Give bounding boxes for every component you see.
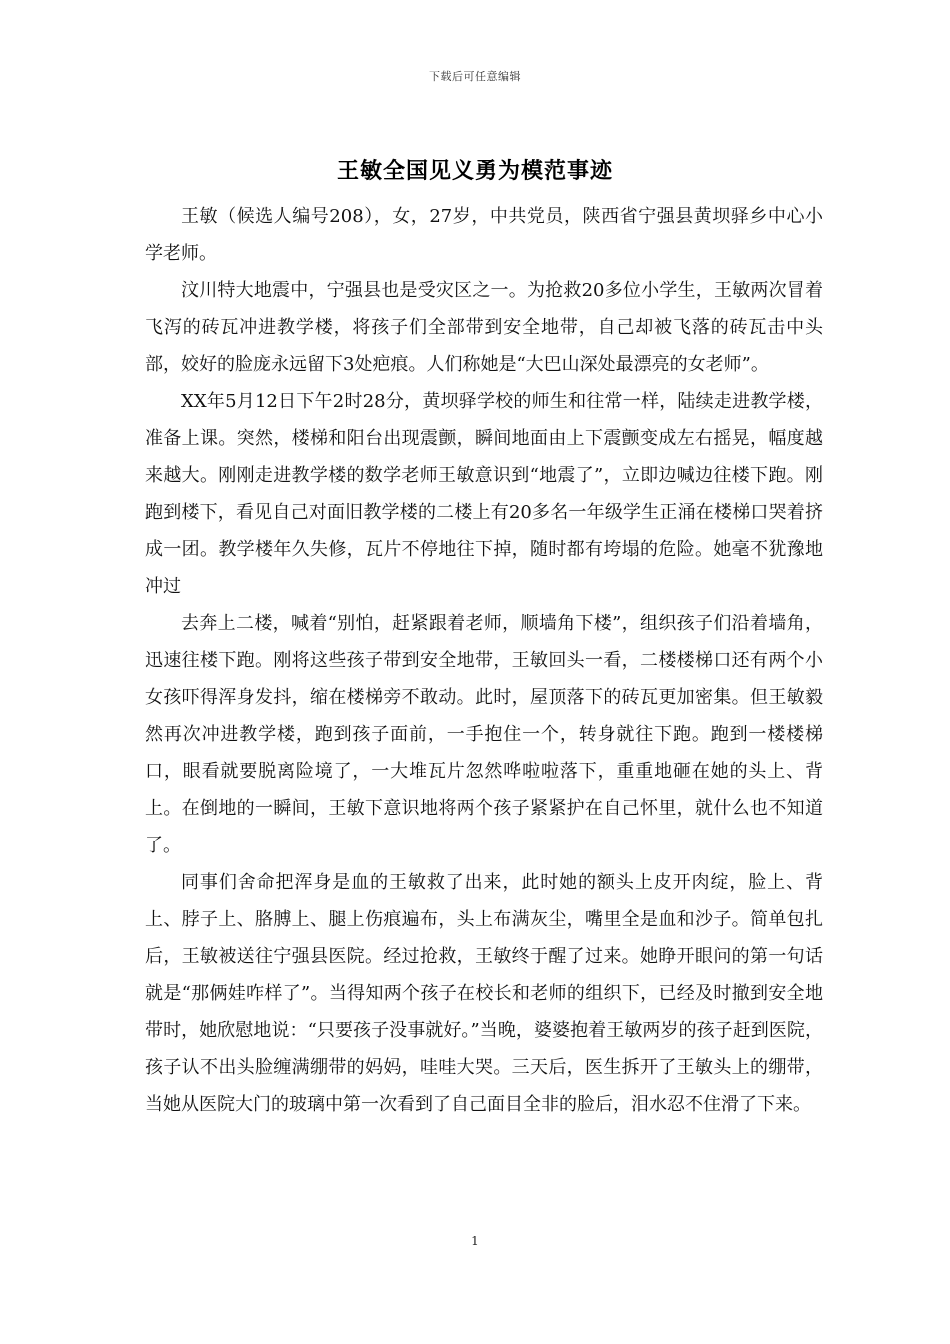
paragraph-earthquake-summary: 汶川特大地震中，宁强县也是受灾区之一。为抢救20多位小学生，王敏两次冒着飞泻的砖瓦冲进教学楼，将孩子们全部带到安全地带，自己却被飞落的砖瓦击中头部，姣好的脸庞永远留下3处疤痕。人们称她是“大巴山深处最漂亮的女老师”。 bbox=[145, 280, 823, 375]
paragraph-rescue: 去奔上二楼，喊着“别怕，赶紧跟着老师，顺墙角下楼”，组织孩子们沿着墙角，迅速往楼下跑。刚将这些孩子带到安全地带，王敏回头一看，二楼楼梯口还有两个小女孩吓得浑身发抖，缩在楼梯旁不敢动。此时，屋顶落下的砖瓦更加密集。但王敏毅然再次冲进教学楼，跑到孩子面前，一手抱住一个，转身就往下跑。跑到一楼楼梯口，眼看就要脱离险境了，一大堆瓦片忽然哗啦啦落下，重重地砸在她的头上、背上。在倒地的一瞬间，王敏下意识地将两个孩子紧紧护在自己怀里，就什么也不知道了。 bbox=[145, 613, 823, 856]
document-body bbox=[145, 198, 823, 1123]
paragraph-intro: 王敏（候选人编号208），女，27岁，中共党员，陕西省宁强县黄坝驿乡中心小学老师。 bbox=[145, 206, 823, 264]
page-number: 1 bbox=[471, 1234, 479, 1248]
paragraph-earthquake-onset: XX年5月12日下午2时28分，黄坝驿学校的师生和往常一样，陆续走进教学楼，准备上课。突然，楼梯和阳台出现震颤，瞬间地面由上下震颤变成左右摇晃，幅度越来越大。刚刚走进教学楼的数学老师王敏意识到“地震了”，立即边喊边往楼下跑。刚跑到楼下，看见自己对面旧教学楼的二楼上有20多名一年级学生正涌在楼梯口哭着挤成一团。教学楼年久失修，瓦片不停地往下掉，随时都有垮塌的危险。她毫不犹豫地冲过 bbox=[145, 391, 823, 597]
paragraph-aftermath: 同事们舍命把浑身是血的王敏救了出来，此时她的额头上皮开肉绽，脸上、背上、脖子上、胳膊上、腿上伤痕遍布，头上布满灰尘，嘴里全是血和沙子。简单包扎后，王敏被送往宁强县医院。经过抢救，王敏终于醒了过来。她睁开眼问的第一句话就是“那俩娃咋样了”。当得知两个孩子在校长和老师的组织下，已经及时撤到安全地带时，她欣慰地说：“只要孩子没事就好。”当晚，婆婆抱着王敏两岁的孩子赶到医院，孩子认不出头脸缠满绷带的妈妈，哇哇大哭。三天后，医生拆开了王敏头上的绷带，当她从医院大门的玻璃中第一次看到了自己面目全非的脸后，泪水忍不住滑了下来。 bbox=[145, 872, 823, 1115]
document-title: 王敏全国见义勇为模范事迹 bbox=[336, 158, 613, 184]
header-note: 下载后可任意编辑 bbox=[429, 70, 521, 83]
